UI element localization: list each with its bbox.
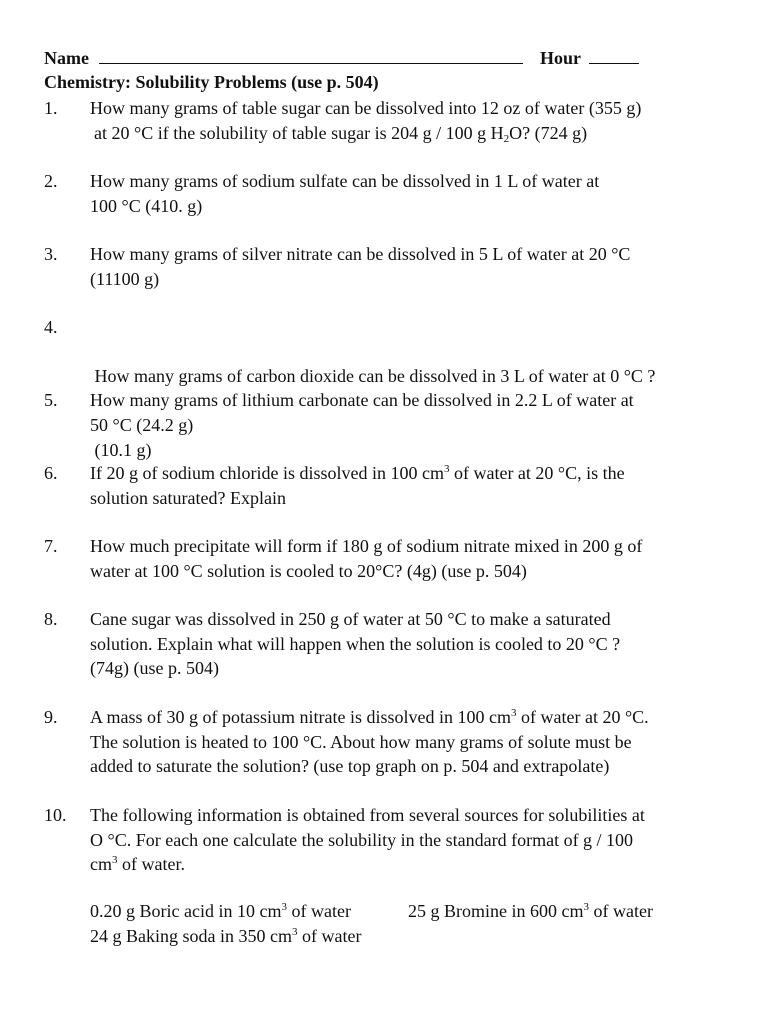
question-number: 8. — [44, 609, 58, 629]
question-number: 6. — [44, 463, 58, 483]
question-text-line: solution. Explain what will happen when the solution is cooled to 20 °C ? — [90, 633, 621, 654]
question-text-line: Cane sugar was dissolved in 250 g of water at 50 °C to make a saturated — [90, 609, 611, 629]
question-text-line: at 20 °C if the solubility of table sugar is 204 g / 100 g $H_2O$? (724 g) — [94, 122, 588, 145]
question-text-line: The solution is heated to 100 °C. About how many grams of solute must be — [90, 731, 632, 752]
name-blank — [99, 49, 523, 64]
question-text-line: (74g) (use p. 504) — [90, 658, 219, 678]
question-number: 4. — [44, 317, 58, 337]
question-text-line: 50 °C (24.2 g) — [90, 414, 194, 435]
question-text-line: O °C. For each one calculate the solubility in the standard format of g / 100 — [90, 829, 634, 850]
question-text-line: How many grams of sodium sulfate can be dissolved in 1 L of water at — [90, 171, 600, 191]
hour-label: Hour — [539, 48, 581, 68]
data-item-bromine: 25 g Bromine in 600 $cm^3$ of water — [408, 901, 653, 921]
question-text-line: 100 °C (410. g) — [90, 195, 203, 216]
question-number: 1. — [44, 98, 58, 118]
question-text-line: How much precipitate will form if 180 g of sodium nitrate mixed in 200 g of — [90, 536, 643, 556]
question-number: 5. — [44, 390, 58, 410]
question-number: 10. — [44, 805, 67, 825]
hour-blank — [589, 49, 639, 64]
question-number: 9. — [44, 707, 58, 727]
question-text-line: $cm^3$ of water. — [90, 854, 185, 874]
data-item-boric-acid: 0.20 g Boric acid in 10 $cm^3$ of water — [90, 901, 351, 921]
question-text-line: A mass of 30 g of potassium nitrate is dissolved in 100 $cm^3$ of water at 20 °C. — [90, 707, 649, 727]
question-number: 2. — [44, 171, 58, 191]
question-text-line: If 20 g of sodium chloride is dissolved in 100 $cm^3$ of water at 20 °C, is the — [90, 463, 625, 483]
question-text-line: How many grams of silver nitrate can be dissolved in 5 L of water at 20 °C — [90, 244, 631, 264]
question-text-line: solution saturated? Explain — [90, 487, 286, 508]
name-hour-row — [44, 48, 639, 69]
data-item-baking-soda: 24 g Baking soda in 350 $cm^3$ of water — [90, 926, 362, 946]
question-number: 3. — [44, 244, 58, 264]
name-label: Name — [44, 48, 89, 68]
question-text-line: water at 100 °C solution is cooled to 20°C? (4g) (use p. 504) — [90, 560, 527, 581]
question-text-line: added to saturate the solution? (use top graph on p. 504 and extrapolate) — [90, 756, 610, 776]
question-text-line: (10.1 g) — [90, 439, 152, 460]
worksheet-title: Chemistry: Solubility Problems (use p. 504) — [44, 72, 379, 92]
question-number: 7. — [44, 536, 58, 556]
question-text-line: The following information is obtained from several sources for solubilities at — [90, 805, 645, 825]
question-text-line: How many grams of table sugar can be dissolved into 12 oz of water (355 g) — [90, 98, 642, 118]
question-text-line: (11100 g) — [90, 268, 160, 289]
question-text-line: How many grams of carbon dioxide can be dissolved in 3 L of water at 0 °C ? — [90, 366, 656, 386]
question-text-line: How many grams of lithium carbonate can be dissolved in 2.2 L of water at — [90, 390, 634, 410]
